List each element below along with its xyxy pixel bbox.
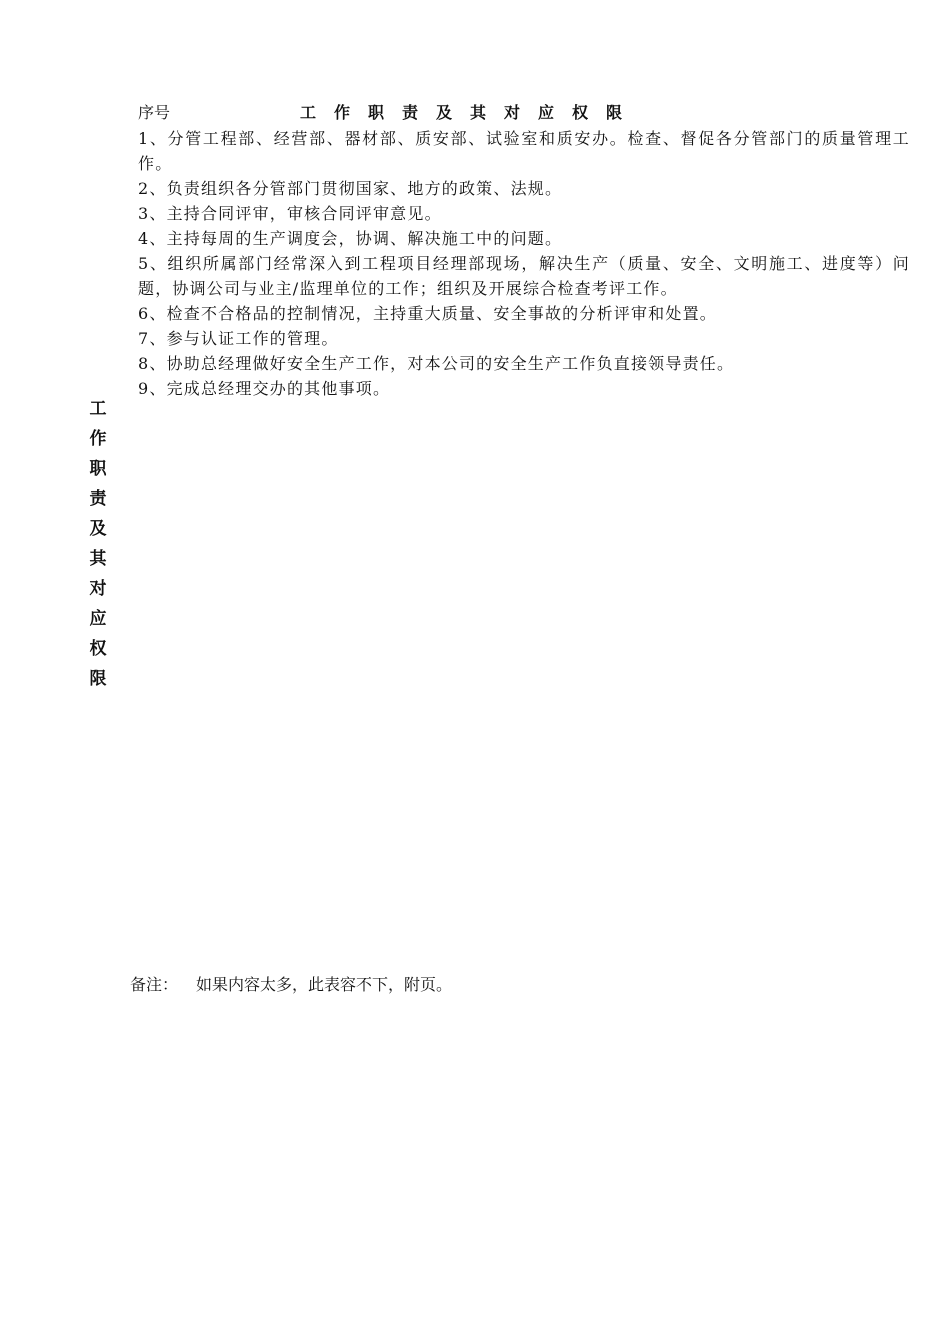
duty-item-2: 2、负责组织各分管部门贯彻国家、地方的政策、法规。 — [138, 179, 563, 198]
vertical-label-char: 限 — [89, 669, 107, 689]
vertical-label-char: 工 — [89, 399, 107, 419]
duty-item-9: 9、完成总经理交办的其他事项。 — [138, 379, 391, 398]
vertical-label-char: 权 — [89, 639, 107, 659]
duty-item-5: 5、组织所属部门经常深入到工程项目经理部现场，解决生产（质量、安全、文明施工、进度等）问题，协调公司与业主/监理单位的工作；组织及开展综合检查考评工作。 — [138, 254, 910, 298]
vertical-label-char: 责 — [89, 489, 107, 509]
table-header-row — [138, 101, 918, 125]
vertical-section-label — [88, 394, 108, 694]
vertical-label-char: 及 — [89, 519, 107, 539]
duty-item-7: 7、参与认证工作的管理。 — [138, 329, 339, 348]
header-title: 工作职责及其对应权限 — [300, 103, 641, 122]
duty-item-3: 3、主持合同评审，审核合同评审意见。 — [138, 204, 442, 223]
vertical-label-char: 作 — [89, 429, 107, 449]
duty-item-6: 6、检查不合格品的控制情况，主持重大质量、安全事故的分析评审和处置。 — [138, 304, 717, 323]
vertical-label-char: 其 — [89, 549, 107, 569]
vertical-label-char: 应 — [89, 609, 107, 629]
remark-text: 如果内容太多，此表容不下，附页。 — [196, 975, 453, 994]
remark-note — [130, 973, 830, 997]
sequence-number-label: 序号 — [138, 103, 171, 122]
vertical-label-char: 职 — [89, 459, 107, 479]
duty-item-1: 1、分管工程部、经营部、器材部、质安部、试验室和质安办。检查、督促各分管部门的质量管理工作。 — [138, 129, 910, 173]
duty-list — [138, 126, 910, 401]
remark-label: 备注： — [130, 975, 179, 994]
vertical-label-char: 对 — [89, 579, 107, 599]
duty-item-8: 8、协助总经理做好安全生产工作，对本公司的安全生产工作负直接领导责任。 — [138, 354, 735, 373]
duty-item-4: 4、主持每周的生产调度会，协调、解决施工中的问题。 — [138, 229, 563, 248]
